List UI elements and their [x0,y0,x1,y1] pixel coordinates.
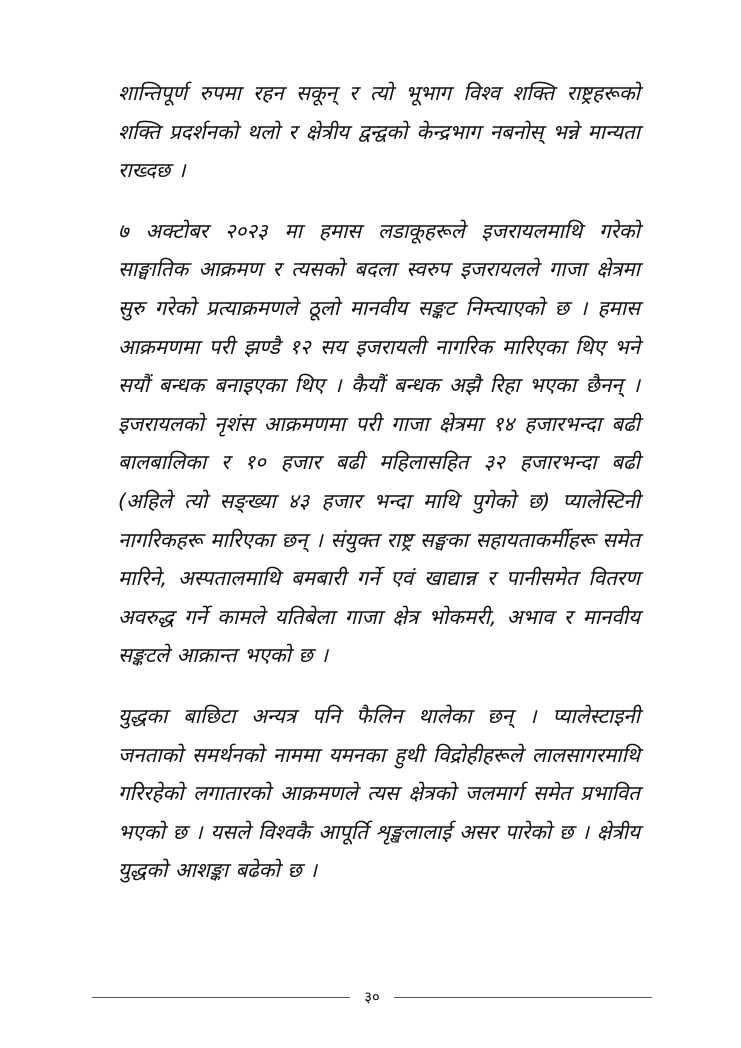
paragraph-3: युद्धका बाछिटा अन्यत्र पनि फैलिन थालेका छन् । प्यालेस्टाइनी जनताको समर्थनको नाममा यमनका हुथी विद्रोहीहरूले लालसागरमाथि गरिरहेको लगातारको आक्रमणले त्यस क्षेत्रको जलमार्ग समेत प्रभावित भएको छ । यसले विश्वकै आपूर्ति शृङ्खलालाई असर पारेको छ । क्षेत्रीय युद्धको आशङ्का बढेको छ । [118,703,640,883]
footer-rule-left [92,997,350,998]
footer-rule-right [394,997,652,998]
paragraph-1: शान्तिपूर्ण रुपमा रहन सकून् र त्यो भूभाग विश्व शक्ति राष्ट्रहरूको शक्ति प्रदर्शनको थलो र क्षेत्रीय द्वन्द्वको केन्द्रभाग नबनोस् भन्ने मान्यता राख्दछ । [118,81,640,183]
page-body [118,74,640,912]
page-footer [92,982,652,1012]
paragraph-2: ७ अक्टोबर २०२३ मा हमास लडाकूहरूले इजरायलमाथि गरेको साङ्घातिक आक्रमण र त्यसको बदला स्वरुप इजरायलले गाजा क्षेत्रमा सुरु गरेको प्रत्याक्रमणले ठूलो मानवीय सङ्कट निम्त्याएको छ । हमास आक्रमणमा परी झण्डै १२ सय इजरायली नागरिक मारिएका थिए भने सयौं बन्धक बनाइएका थिए । कैयौं बन्धक अझै रिहा भएका छैनन् । इजरायलको नृशंस आक्रमणमा परी गाजा क्षेत्रमा १४ हजारभन्दा बढी बालबालिका र १० हजार बढी महिलासहित ३२ हजारभन्दा बढी (अहिले त्यो सङ्ख्या ४३ हजार भन्दा माथि पुगेको छ) प्यालेस्टिनी नागरिकहरू मारिएका छन् । संयुक्त राष्ट्र सङ्घका सहायताकर्मीहरू समेत मारिने, अस्पतालमाथि बमबारी गर्ने एवं खाद्यान्न र पानीसमेत वितरण अवरुद्ध गर्ने कामले यतिबेला गाजा क्षेत्र भोकमरी, अभाव र मानवीय सङ्कटले आक्रान्त भएको छ । [118,218,640,668]
page-number: ३० [364,988,380,1006]
